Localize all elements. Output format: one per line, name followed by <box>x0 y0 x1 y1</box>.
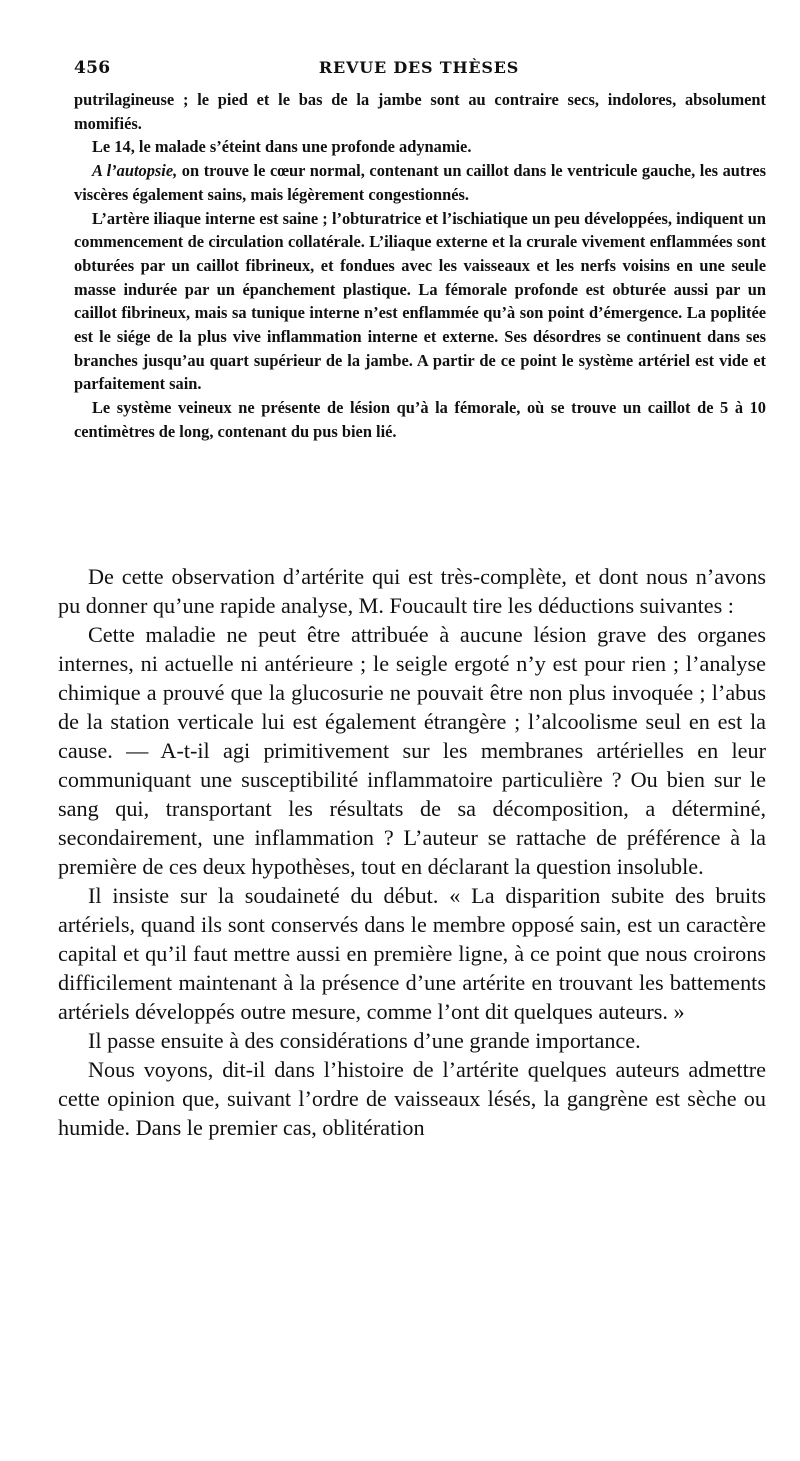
italic-lead: A l’autopsie, <box>92 161 178 181</box>
paragraph <box>74 159 766 206</box>
paragraph: Il insiste sur la soudaineté du début. « La disparition subite des bruits artériels, quand ils sont conservés dans le membre opposé sain, est un caractère capital et qu’il faut mettre aussi en première ligne, à ce point que nous croirons difficilement maintenant à la présence d’une artérite en trouvant les battements artériels développés outre mesure, comme l’ont dit quelques auteurs. » <box>58 883 766 1024</box>
paragraph-text: on trouve le cœur normal, contenant un caillot dans le ventricule gauche, les autres viscères également sains, mais légèrement congestionnés. <box>74 161 767 204</box>
paragraph: putrilagineuse ; le pied et le bas de la jambe sont au contraire secs, indolores, absolument momifiés. <box>74 90 766 133</box>
running-head: REVUE DES THÈSES <box>318 58 520 77</box>
paragraph: L’artère iliaque interne est saine ; l’obturatrice et l’ischiatique un peu développées, indiquent un commencement de circulation collatérale. L’iliaque externe et la crurale vivement enflammées sont obturées par un caillot fibrineux, et fondues avec les vaisseaux et les nerfs voisins en une seule masse indurée par un épanchement plastique. La fémorale profonde est obturée aussi par un caillot fibrineux, mais sa tunique interne n’est enflammée qu’à son point d’émergence. La poplitée est le siége de la plus vive inflammation interne et externe. Ses désordres se continuent dans ses branches jusqu’au quart supérieur de la jambe. A partir de ce point le système artériel est vide et parfaitement sain. <box>74 208 766 394</box>
page-header <box>74 58 764 80</box>
page-number: 456 <box>74 58 111 78</box>
review-text <box>58 562 766 1142</box>
paragraph: Il passe ensuite à des considérations d’une grande importance. <box>88 1028 641 1053</box>
paragraph: Le 14, le malade s’éteint dans une profonde adynamie. <box>92 137 472 157</box>
paragraph: Cette maladie ne peut être attribuée à aucune lésion grave des organes internes, ni actuelle ni antérieure ; le seigle ergoté n’y est pour rien ; l’analyse chimique a prouvé que la glucosurie ne pouvait être non plus invoquée ; l’abus de la station verticale lui est également étrangère ; l’alcoolisme seul en est la cause. — A-t-il agi primitivement sur les membranes artérielles en leur communiquant une susceptibilité inflammatoire particulière ? Ou bien sur le sang qui, transportant les résultats de sa décomposition, a déterminé, secondairement, une inflammation ? L’auteur se rattache de préférence à la première de ces deux hypothèses, tout en déclarant la question insoluble. <box>58 622 766 879</box>
paragraph: Nous voyons, dit-il dans l’histoire de l’artérite quelques auteurs admettre cette opinion que, suivant l’ordre de vaisseaux lésés, la gangrène est sèche ou humide. Dans le premier cas, oblitération <box>58 1057 766 1140</box>
paragraph: De cette observation d’artérite qui est très-complète, et dont nous n’avons pu donner qu’une rapide analyse, M. Foucault tire les déductions suivantes : <box>58 564 766 618</box>
observation-text <box>74 88 766 444</box>
paragraph: Le système veineux ne présente de lésion qu’à la fémorale, où se trouve un caillot de 5 à 10 centimètres de long, contenant du pus bien lié. <box>74 398 766 441</box>
